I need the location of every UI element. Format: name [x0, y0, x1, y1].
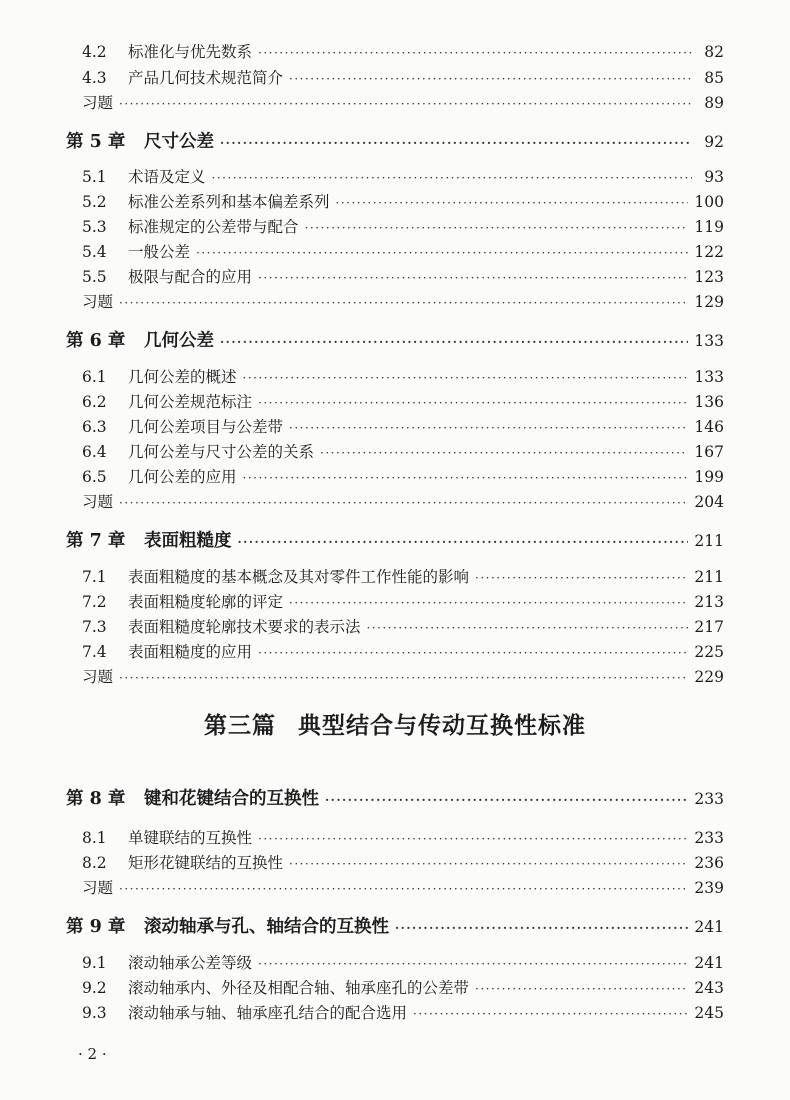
toc-entry-exercises-7[interactable] [82, 665, 724, 687]
entry-page: 167 [694, 443, 724, 461]
entry-number: 4.3 [82, 69, 107, 87]
toc-entry-5-3[interactable] [82, 215, 724, 237]
entry-page: 129 [694, 293, 724, 311]
entry-title: 表面粗糙度的基本概念及其对零件工作性能的影响 [128, 568, 470, 586]
entry-number: 6.4 [82, 443, 107, 461]
toc-entry-exercises-8[interactable] [82, 876, 724, 898]
leader-dots [475, 982, 688, 996]
toc-entry-6-4[interactable] [82, 440, 724, 462]
leader-dots [212, 171, 692, 185]
entry-number: 5.2 [82, 193, 107, 211]
toc-entry-6-3[interactable] [82, 415, 724, 437]
chapter-number: 第 9 章 [66, 917, 126, 937]
toc-entry-9-1[interactable] [82, 951, 724, 973]
leader-dots [243, 371, 689, 385]
chapter-title: 滚动轴承与孔、轴结合的互换性 [144, 917, 389, 937]
entry-title: 习题 [82, 668, 114, 686]
entry-page: 123 [694, 268, 724, 286]
toc-entry-5-2[interactable] [82, 190, 724, 212]
toc-entry-5-1[interactable] [82, 165, 724, 187]
part-title: 典型结合与传动互换性标准 [298, 712, 586, 739]
entry-page: 89 [704, 94, 724, 112]
entry-number: 5.1 [82, 168, 107, 186]
entry-page: 241 [694, 954, 724, 972]
entry-page: 82 [704, 43, 724, 61]
leader-dots [258, 957, 688, 971]
entry-title: 表面粗糙度轮廓的评定 [128, 593, 284, 611]
entry-number: 7.1 [82, 568, 107, 586]
entry-page: 217 [694, 618, 724, 636]
entry-page: 204 [694, 493, 724, 511]
leader-dots [243, 471, 689, 485]
toc-chapter-9[interactable] [66, 913, 724, 938]
entry-page: 93 [704, 168, 724, 186]
entry-title: 几何公差规范标注 [128, 393, 253, 411]
entry-title: 表面粗糙度轮廓技术要求的表示法 [128, 618, 361, 636]
entry-number: 5.5 [82, 268, 107, 286]
chapter-number: 第 6 章 [66, 331, 126, 351]
entry-number: 8.1 [82, 829, 107, 847]
leader-dots [258, 646, 688, 660]
page-number: · 2 · [78, 1045, 107, 1063]
chapter-title: 表面粗糙度 [144, 531, 232, 551]
entry-title: 几何公差与尺寸公差的关系 [128, 443, 315, 461]
entry-title: 习题 [82, 879, 114, 897]
entry-page: 146 [694, 418, 724, 436]
entry-page: 236 [694, 854, 724, 872]
toc-entry-4-2[interactable] [82, 40, 724, 62]
toc-entry-exercises-6[interactable] [82, 490, 724, 512]
toc-chapter-8[interactable] [66, 785, 724, 810]
chapter-title: 尺寸公差 [144, 132, 214, 152]
toc-entry-7-2[interactable] [82, 590, 724, 612]
entry-title: 滚动轴承公差等级 [128, 954, 253, 972]
entry-number: 5.4 [82, 243, 107, 261]
toc-entry-4-3[interactable] [82, 66, 724, 88]
entry-page: 85 [704, 69, 724, 87]
entry-page: 199 [694, 468, 724, 486]
entry-number: 9.3 [82, 1004, 107, 1022]
entry-title: 标准公差系列和基本偏差系列 [128, 193, 330, 211]
leader-dots [305, 221, 689, 235]
leader-dots [220, 136, 692, 150]
leader-dots [395, 921, 688, 935]
chapter-number: 第 5 章 [66, 132, 126, 152]
entry-page: 213 [694, 593, 724, 611]
entry-title: 几何公差的概述 [128, 368, 237, 386]
leader-dots [320, 446, 688, 460]
entry-title: 表面粗糙度的应用 [128, 643, 253, 661]
leader-dots [475, 571, 688, 585]
entry-number: 7.4 [82, 643, 107, 661]
leader-dots [325, 793, 688, 807]
chapter-page: 233 [694, 790, 724, 808]
entry-number: 6.2 [82, 393, 107, 411]
entry-title: 标准规定的公差带与配合 [128, 218, 299, 236]
chapter-page: 241 [694, 918, 724, 936]
entry-title: 习题 [82, 293, 114, 311]
leader-dots [289, 72, 692, 86]
entry-number: 5.3 [82, 218, 107, 236]
toc-entry-5-5[interactable] [82, 265, 724, 287]
entry-title: 单键联结的互换性 [128, 829, 253, 847]
entry-title: 滚动轴承与轴、轴承座孔结合的配合选用 [128, 1004, 408, 1022]
entry-title: 几何公差项目与公差带 [128, 418, 284, 436]
toc-entry-5-4[interactable] [82, 240, 724, 262]
leader-dots [336, 196, 689, 210]
entry-page: 239 [694, 879, 724, 897]
entry-page: 243 [694, 979, 724, 997]
leader-dots [119, 97, 692, 111]
entry-page: 233 [694, 829, 724, 847]
entry-number: 7.2 [82, 593, 107, 611]
leader-dots [413, 1007, 688, 1021]
toc-entry-6-2[interactable] [82, 390, 724, 412]
leader-dots [196, 246, 688, 260]
leader-dots [238, 535, 689, 549]
toc-entry-exercises-5[interactable] [82, 290, 724, 312]
toc-entry-7-1[interactable] [82, 565, 724, 587]
chapter-number: 第 8 章 [66, 789, 126, 809]
chapter-page: 133 [694, 332, 724, 350]
leader-dots [258, 832, 688, 846]
chapter-number: 第 7 章 [66, 531, 126, 551]
leader-dots [119, 671, 688, 685]
entry-title: 几何公差的应用 [128, 468, 237, 486]
entry-title: 极限与配合的应用 [128, 268, 253, 286]
chapter-title: 几何公差 [144, 331, 214, 351]
entry-number: 7.3 [82, 618, 107, 636]
chapter-page: 211 [694, 532, 724, 550]
toc-entry-7-4[interactable] [82, 640, 724, 662]
entry-title: 滚动轴承内、外径及相配合轴、轴承座孔的公差带 [128, 979, 470, 997]
leader-dots [289, 857, 688, 871]
leader-dots [289, 596, 688, 610]
toc-entry-7-3[interactable] [82, 615, 724, 637]
leader-dots [367, 621, 689, 635]
toc-entry-6-1[interactable] [82, 365, 724, 387]
entry-page: 229 [694, 668, 724, 686]
toc-entry-6-5[interactable] [82, 465, 724, 487]
entry-title: 一般公差 [128, 243, 191, 261]
leader-dots [220, 335, 688, 349]
chapter-title: 键和花键结合的互换性 [144, 789, 319, 809]
chapter-page: 92 [704, 133, 724, 151]
entry-title: 习题 [82, 94, 114, 112]
toc-chapter-7[interactable] [66, 527, 724, 552]
toc-chapter-5[interactable] [66, 128, 724, 153]
toc-chapter-6[interactable] [66, 327, 724, 352]
leader-dots [119, 296, 688, 310]
toc-entry-9-2[interactable] [82, 976, 724, 998]
entry-title: 产品几何技术规范简介 [128, 69, 284, 87]
entry-page: 136 [694, 393, 724, 411]
part-label: 第三篇 [204, 712, 276, 739]
toc-entry-9-3[interactable] [82, 1001, 724, 1023]
entry-number: 9.2 [82, 979, 107, 997]
toc-entry-8-2[interactable] [82, 851, 724, 873]
leader-dots [119, 882, 688, 896]
entry-title: 矩形花键联结的互换性 [128, 854, 284, 872]
entry-page: 245 [694, 1004, 724, 1022]
entry-number: 6.3 [82, 418, 107, 436]
entry-number: 6.1 [82, 368, 107, 386]
entry-page: 100 [694, 193, 724, 211]
entry-page: 119 [694, 218, 724, 236]
leader-dots [258, 271, 688, 285]
entry-page: 122 [694, 243, 724, 261]
leader-dots [258, 46, 692, 60]
entry-page: 211 [694, 568, 724, 586]
leader-dots [258, 396, 688, 410]
entry-number: 6.5 [82, 468, 107, 486]
entry-number: 8.2 [82, 854, 107, 872]
entry-title: 术语及定义 [128, 168, 206, 186]
entry-number: 9.1 [82, 954, 107, 972]
entry-page: 225 [694, 643, 724, 661]
toc-entry-8-1[interactable] [82, 826, 724, 848]
entry-page: 133 [694, 368, 724, 386]
toc-entry-exercises-4[interactable] [82, 91, 724, 113]
entry-number: 4.2 [82, 43, 107, 61]
entry-title: 习题 [82, 493, 114, 511]
leader-dots [119, 496, 688, 510]
part-heading [0, 707, 790, 740]
leader-dots [289, 421, 688, 435]
entry-title: 标准化与优先数系 [128, 43, 253, 61]
